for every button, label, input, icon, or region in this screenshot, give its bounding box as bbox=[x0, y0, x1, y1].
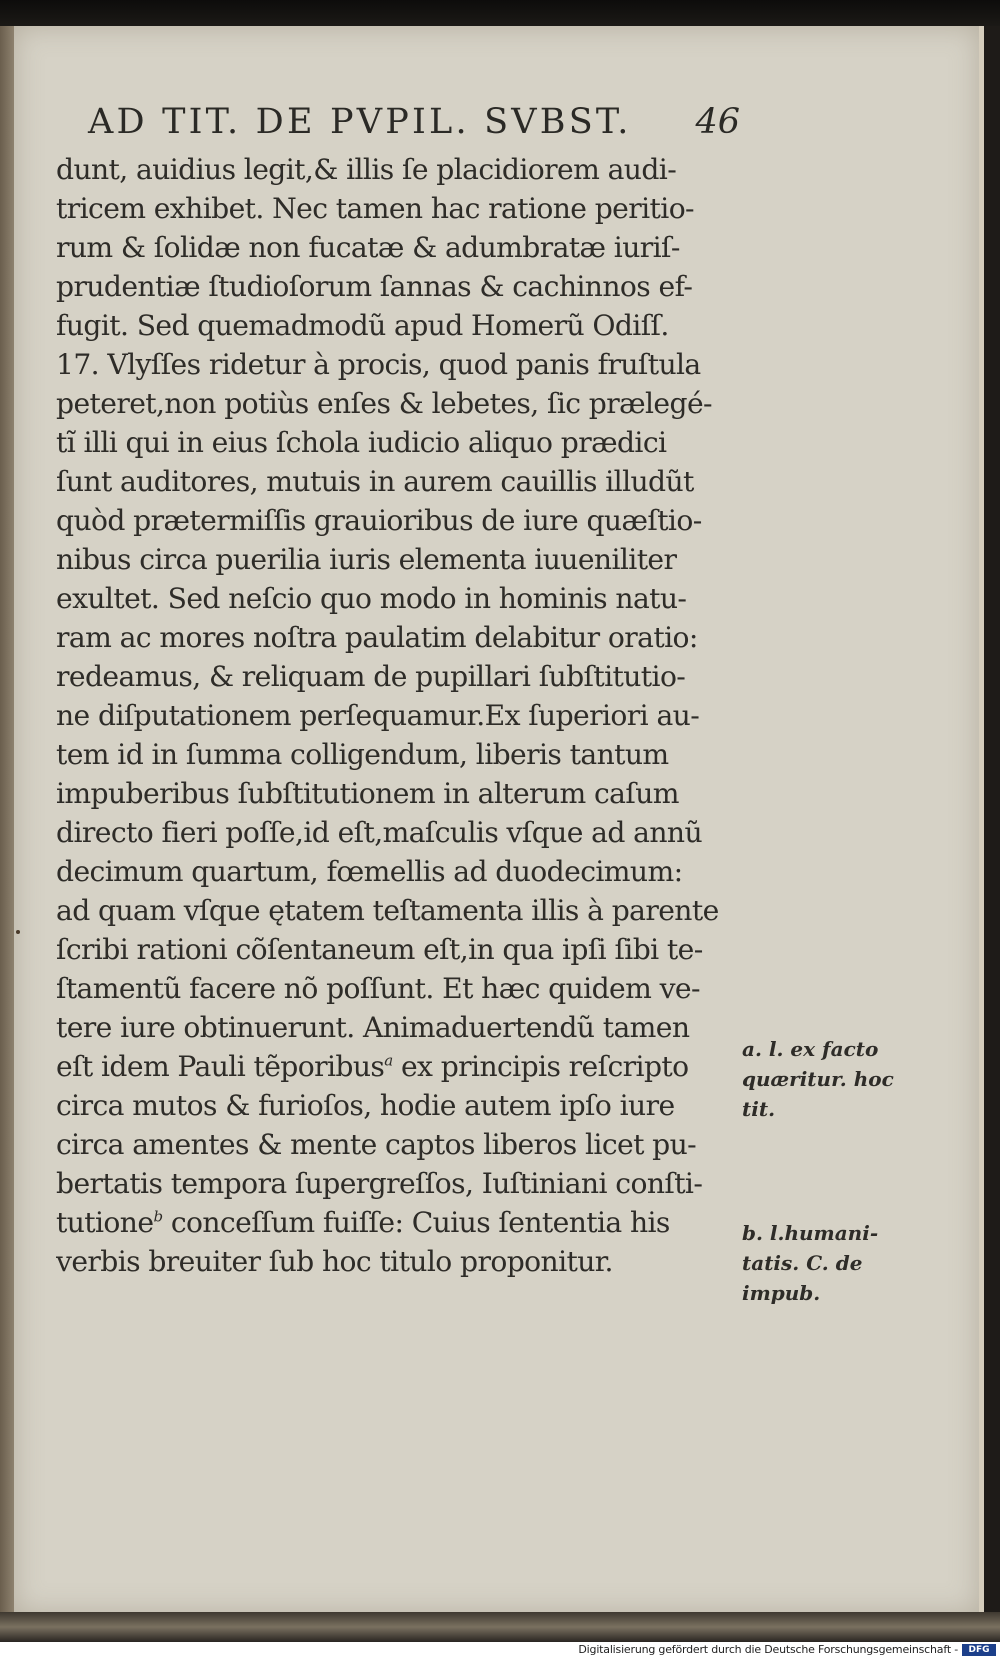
text-line: ſtamentũ facere nõ poſſunt. Et hæc quidem ve- bbox=[56, 972, 700, 1005]
text-line: tem id in ſumma colligendum, liberis tantum bbox=[56, 738, 669, 771]
text-segment: eſt idem Pauli tẽporibus bbox=[56, 1050, 385, 1083]
footnote-ref-a: a bbox=[384, 1051, 393, 1070]
text-line: 17. Vlyſſes ridetur à procis, quod panis fruſtula bbox=[56, 348, 701, 381]
marginal-note-line: impub. bbox=[742, 1281, 821, 1305]
text-line: rum & ſolidæ non fucatæ & adumbratæ iuriſ- bbox=[56, 231, 680, 264]
text-line-with-ref-a bbox=[56, 1047, 736, 1086]
text-segment: tutione bbox=[56, 1206, 154, 1239]
text-line-with-ref-b bbox=[56, 1203, 736, 1242]
text-line: nibus circa puerilia iuris elementa iuueniliter bbox=[56, 543, 677, 576]
page-number: 46 bbox=[695, 102, 740, 142]
text-line: ram ac mores noſtra paulatim delabitur oratio: bbox=[56, 621, 698, 654]
text-line: verbis breuiter ſub hoc titulo proponitur. bbox=[56, 1245, 613, 1278]
text-line: prudentiæ ſtudioſorum ſannas & cachinnos ef- bbox=[56, 270, 693, 303]
text-line: fugit. Sed quemadmodũ apud Homerũ Odiſſ. bbox=[56, 309, 669, 342]
text-line: circa amentes & mente captos liberos licet pu- bbox=[56, 1128, 697, 1161]
text-line: ſcribi rationi cõſentaneum eſt,in qua ipſi ſibi te- bbox=[56, 933, 703, 966]
text-line: dunt, auidius legit,& illis ſe placidiorem audi- bbox=[56, 153, 677, 186]
text-line: directo fieri poſſe,id eſt,maſculis vſque ad annũ bbox=[56, 816, 703, 849]
text-line: impuberibus ſubſtitutionem in alterum caſum bbox=[56, 777, 679, 810]
marginal-note-line: b. l.humani- bbox=[742, 1221, 879, 1245]
text-line: tere iure obtinuerunt. Animaduertendũ tamen bbox=[56, 1011, 690, 1044]
running-head-title: AD TIT. DE PVPIL. SVBST. bbox=[88, 102, 632, 142]
marginal-note-a bbox=[742, 1034, 912, 1124]
text-line: exultet. Sed neſcio quo modo in hominis natu- bbox=[56, 582, 687, 615]
scan-bottom-border bbox=[0, 1612, 1000, 1642]
marginal-note-line: a. l. ex facto bbox=[742, 1037, 879, 1061]
text-line: ſunt auditores, mutuis in aurem cauillis illudũt bbox=[56, 465, 694, 498]
digitization-footer bbox=[0, 1642, 1000, 1658]
scan-top-border bbox=[0, 0, 1000, 26]
marginal-note-line: quæritur. hoc bbox=[742, 1067, 894, 1091]
text-line: quòd prætermiſſis grauioribus de iure quæſtio- bbox=[56, 504, 702, 537]
text-line: tricem exhibet. Nec tamen hac ratione peritio- bbox=[56, 192, 694, 225]
text-line: decimum quartum, fœmellis ad duodecimum: bbox=[56, 855, 683, 888]
marginal-note-line: tit. bbox=[742, 1097, 776, 1121]
marginal-note-b bbox=[742, 1218, 912, 1308]
marginal-note-line: tatis. C. de bbox=[742, 1251, 863, 1275]
text-segment: ex principis reſcripto bbox=[392, 1050, 689, 1083]
main-text-block bbox=[56, 150, 736, 1281]
running-head bbox=[88, 102, 740, 152]
text-line: tĩ illi qui in eius ſchola iudicio aliquo prædici bbox=[56, 426, 667, 459]
text-line: ne diſputationem perſequamur.Ex ſuperiori au- bbox=[56, 699, 700, 732]
funding-notice: Digitalisierung gefördert durch die Deutsche Forschungsgemeinschaft - bbox=[578, 1643, 958, 1656]
dfg-logo: DFG bbox=[962, 1644, 996, 1656]
footnote-ref-b: b bbox=[153, 1207, 163, 1226]
ink-speck bbox=[16, 930, 20, 934]
text-line: redeamus, & reliquam de pupillari ſubſtitutio- bbox=[56, 660, 686, 693]
text-segment: conceſſum fuiſſe: Cuius ſententia his bbox=[162, 1206, 670, 1239]
text-line: ad quam vſque ętatem teſtamenta illis à parente bbox=[56, 894, 719, 927]
text-line: peteret,non potiùs enſes & lebetes, ſic prælegé- bbox=[56, 387, 712, 420]
text-line: circa mutos & furioſos, hodie autem ipſo iure bbox=[56, 1089, 675, 1122]
text-line: bertatis tempora ſupergreſſos, Iuſtiniani conſti- bbox=[56, 1167, 703, 1200]
